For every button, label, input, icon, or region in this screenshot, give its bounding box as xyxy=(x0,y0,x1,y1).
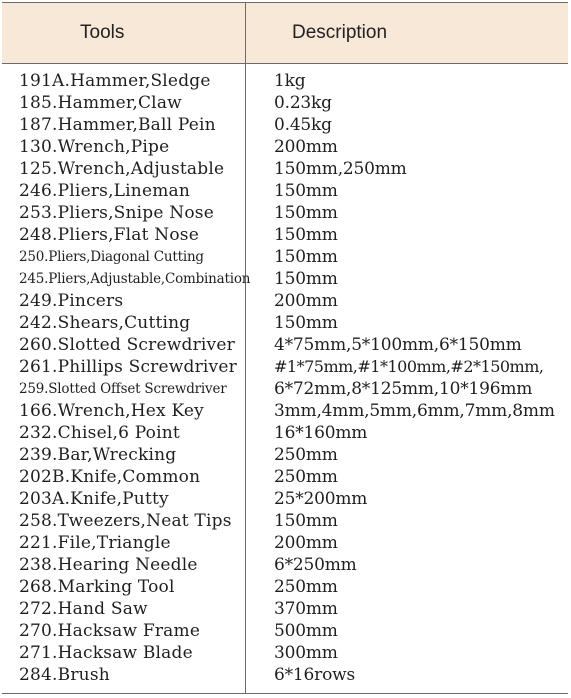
description-cell: 150mm xyxy=(274,313,338,333)
tool-cell: 125.Wrench,Adjustable xyxy=(19,159,225,179)
table-body xyxy=(2,70,568,686)
tool-cell: 239.Bar,Wrecking xyxy=(19,445,177,465)
header-column-divider xyxy=(245,3,246,63)
description-cell: 4*75mm,5*100mm,6*150mm xyxy=(274,335,522,355)
description-cell: 150mm xyxy=(274,181,338,201)
description-cell: 6*72mm,8*125mm,10*196mm xyxy=(274,379,533,399)
description-cell: 200mm xyxy=(274,137,338,157)
tool-cell: 238.Hearing Needle xyxy=(19,555,198,575)
description-cell: 16*160mm xyxy=(274,423,368,443)
description-cell: 370mm xyxy=(274,599,338,619)
table-row xyxy=(2,422,568,444)
description-cell: 500mm xyxy=(274,621,338,641)
table-row xyxy=(2,510,568,532)
tool-cell: 242.Shears,Cutting xyxy=(19,313,191,333)
description-cell: 150mm,250mm xyxy=(274,159,407,179)
table-row xyxy=(2,378,568,400)
table-row xyxy=(2,246,568,268)
description-cell: 0.23kg xyxy=(274,93,332,113)
description-cell: 150mm xyxy=(274,511,338,531)
description-cell: #1*75mm,#1*100mm,#2*150mm, xyxy=(274,357,544,376)
tool-cell: 249.Pincers xyxy=(19,291,124,311)
table-row xyxy=(2,92,568,114)
table-row xyxy=(2,554,568,576)
description-cell: 300mm xyxy=(274,643,338,663)
description-cell: 6*250mm xyxy=(274,555,357,575)
description-cell: 150mm xyxy=(274,269,338,289)
tool-cell: 284.Brush xyxy=(19,665,110,685)
table-row xyxy=(2,180,568,202)
tool-cell: 245.Pliers,Adjustable,Combination xyxy=(19,271,251,287)
table-row xyxy=(2,158,568,180)
tool-cell: 250.Pliers,Diagonal Cutting xyxy=(19,249,204,265)
table-row xyxy=(2,532,568,554)
tool-cell: 202B.Knife,Common xyxy=(19,467,201,487)
header-tools: Tools xyxy=(80,22,125,43)
tool-cell: 203A.Knife,Putty xyxy=(19,489,169,509)
table-row xyxy=(2,444,568,466)
table-row xyxy=(2,114,568,136)
tool-cell: 259.Slotted Offset Screwdriver xyxy=(19,381,227,397)
table-row xyxy=(2,642,568,664)
tool-cell: 221.File,Triangle xyxy=(19,533,171,553)
table-row xyxy=(2,70,568,92)
description-cell: 150mm xyxy=(274,225,338,245)
description-cell: 250mm xyxy=(274,577,338,597)
table-row xyxy=(2,268,568,290)
table-row xyxy=(2,224,568,246)
description-cell: 200mm xyxy=(274,291,338,311)
table-row xyxy=(2,488,568,510)
header-description: Description xyxy=(292,22,388,43)
description-cell: 150mm xyxy=(274,247,338,267)
description-cell: 0.45kg xyxy=(274,115,332,135)
table-row xyxy=(2,290,568,312)
tool-cell: 232.Chisel,6 Point xyxy=(19,423,180,443)
description-cell: 3mm,4mm,5mm,6mm,7mm,8mm xyxy=(274,401,555,421)
table-row xyxy=(2,466,568,488)
description-cell: 1kg xyxy=(274,71,306,91)
table-row xyxy=(2,400,568,422)
tool-cell: 248.Pliers,Flat Nose xyxy=(19,225,199,245)
tool-cell: 258.Tweezers,Neat Tips xyxy=(19,511,232,531)
table-bottom-rule xyxy=(2,693,568,694)
tool-cell: 261.Phillips Screwdriver xyxy=(19,357,237,377)
description-cell: 250mm xyxy=(274,445,338,465)
table-row xyxy=(2,334,568,356)
table-header xyxy=(2,2,568,64)
table-row xyxy=(2,664,568,686)
description-cell: 6*16rows xyxy=(274,665,355,685)
table-row xyxy=(2,202,568,224)
table-row xyxy=(2,598,568,620)
table-row xyxy=(2,312,568,334)
description-cell: 250mm xyxy=(274,467,338,487)
tool-cell: 271.Hacksaw Blade xyxy=(19,643,193,663)
table-row xyxy=(2,620,568,642)
tool-cell: 272.Hand Saw xyxy=(19,599,148,619)
tool-cell: 268.Marking Tool xyxy=(19,577,175,597)
tool-cell: 260.Slotted Screwdriver xyxy=(19,335,235,355)
tool-cell: 270.Hacksaw Frame xyxy=(19,621,201,641)
tool-cell: 246.Pliers,Lineman xyxy=(19,181,191,201)
description-cell: 200mm xyxy=(274,533,338,553)
table-row xyxy=(2,356,568,378)
tool-cell: 253.Pliers,Snipe Nose xyxy=(19,203,214,223)
tool-cell: 130.Wrench,Pipe xyxy=(19,137,170,157)
tool-cell: 166.Wrench,Hex Key xyxy=(19,401,204,421)
description-cell: 150mm xyxy=(274,203,338,223)
tool-cell: 191A.Hammer,Sledge xyxy=(19,71,211,91)
tool-cell: 185.Hammer,Claw xyxy=(19,93,182,113)
tools-table xyxy=(2,2,568,695)
tool-cell: 187.Hammer,Ball Pein xyxy=(19,115,216,135)
table-row xyxy=(2,136,568,158)
table-row xyxy=(2,576,568,598)
description-cell: 25*200mm xyxy=(274,489,368,509)
